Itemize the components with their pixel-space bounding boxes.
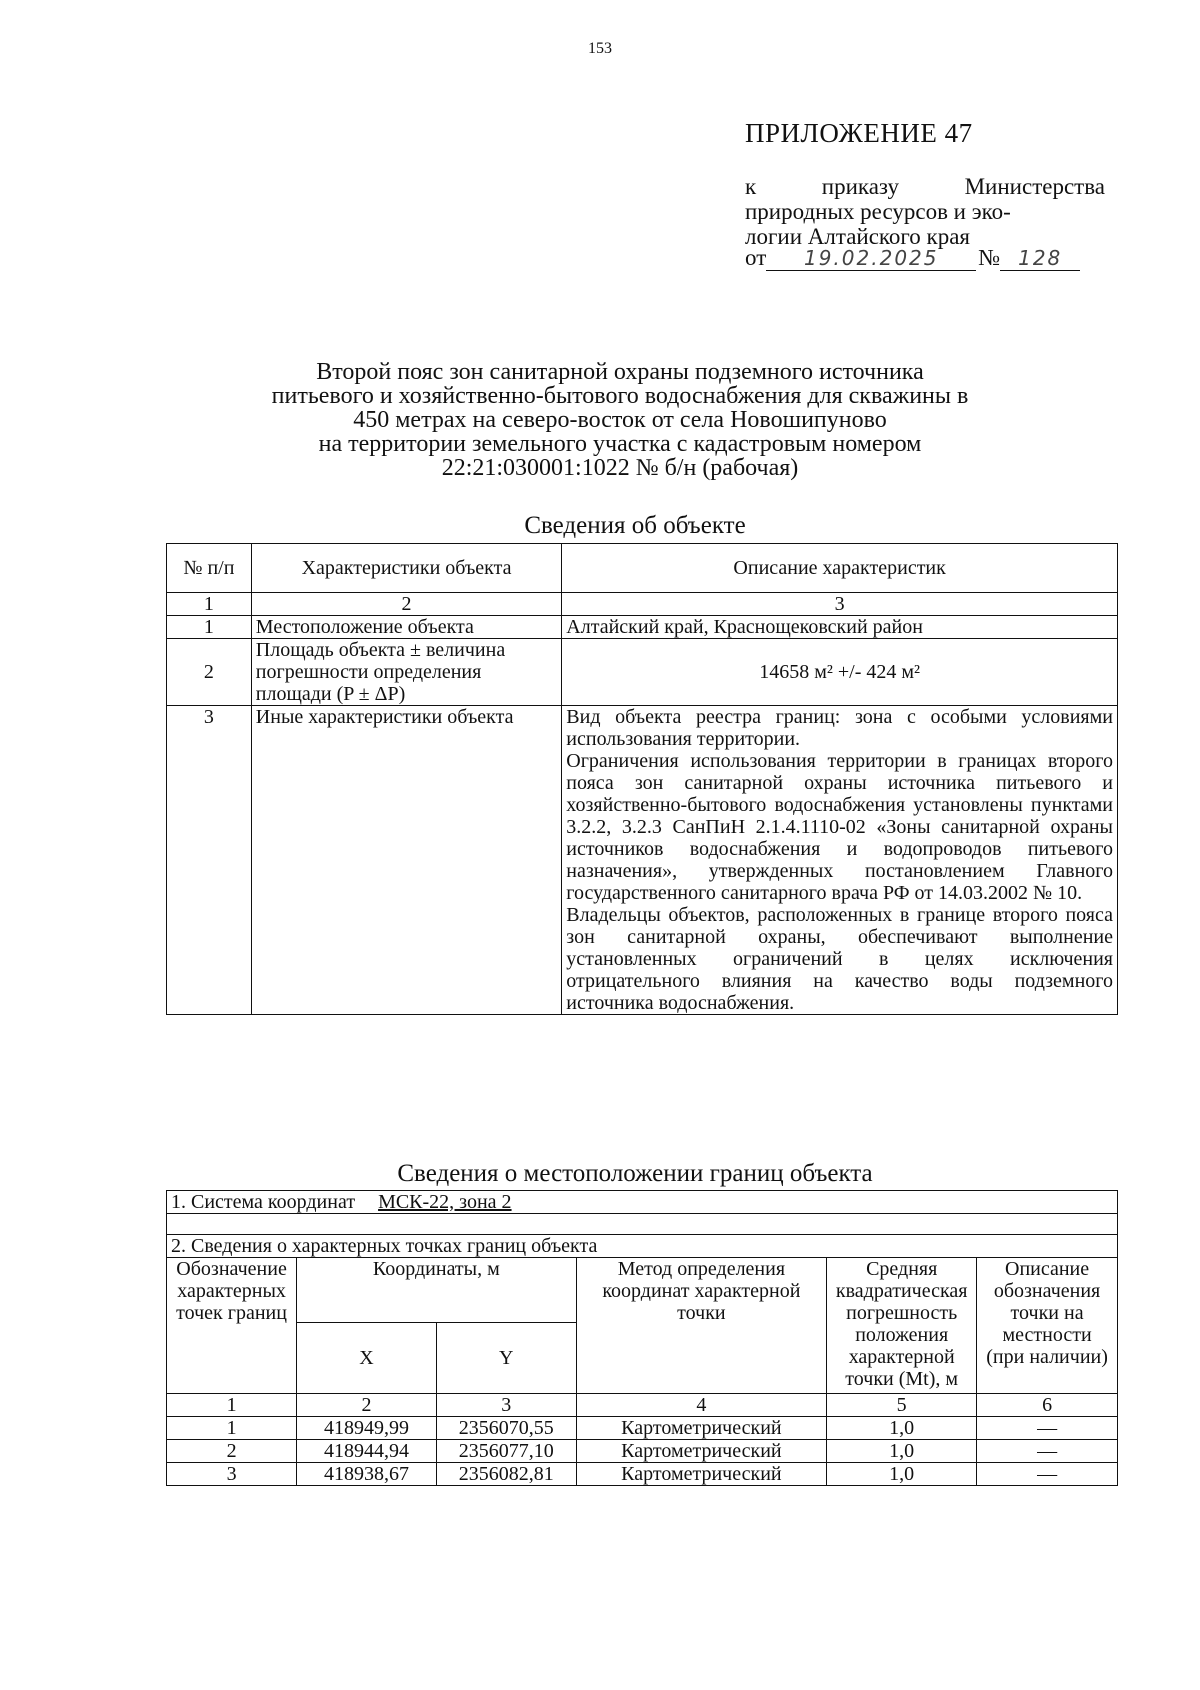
location-section-title: Сведения о местоположении границ объекта	[397, 1160, 873, 1187]
appendix-title: ПРИЛОЖЕНИЕ 47	[745, 118, 973, 148]
handwritten-date: 19.02.2025	[766, 246, 976, 271]
table-row	[167, 1440, 1118, 1463]
coord-system-row	[167, 1191, 1118, 1214]
row-name: Площадь объекта ± величина погрешности определения площади (P ± ΔP)	[251, 639, 561, 706]
document-title	[160, 360, 1080, 480]
row-value	[562, 706, 1118, 1015]
number-prefix: №	[978, 245, 1001, 270]
row-num: 3	[167, 706, 252, 1015]
point-description: —	[977, 1417, 1118, 1440]
header-characteristics: Характеристики объекта	[251, 544, 561, 593]
column-number: 1	[167, 1394, 297, 1417]
title-line: 450 метрах на северо-восток от села Новошипуново	[353, 407, 887, 433]
header-num: № п/п	[167, 544, 252, 593]
row-name: Местоположение объекта	[251, 616, 561, 639]
order-reference	[745, 174, 1105, 249]
handwritten-number: 128	[1000, 246, 1080, 271]
point-y: 2356070,55	[436, 1417, 576, 1440]
object-section-title: Сведения об объекте	[524, 512, 746, 539]
point-mt: 1,0	[827, 1463, 977, 1486]
spacer-row	[167, 1214, 1118, 1235]
description-paragraph: Ограничения использования территории в границах второго пояса зон санитарной охраны источника питьевого и хозяйственно-бытового водоснабжения установлены пунктами 3.2.2, 3.2.3 СанПиН 2.1.4.1110-02 «Зоны санитарной охраны источников водоснабжения и водопроводов питьевого назначения», утвержденных постановлением Главного государственного санитарного врача РФ от 14.03.2002 № 10.	[566, 750, 1113, 904]
column-number-row	[167, 593, 1118, 616]
object-table	[166, 543, 1118, 1015]
table-row	[167, 1463, 1118, 1486]
point-description: —	[977, 1440, 1118, 1463]
row-num: 1	[167, 616, 252, 639]
coord-system-cell	[167, 1191, 1118, 1214]
column-number: 2	[251, 593, 561, 616]
order-line-2: природных ресурсов и эко-	[745, 199, 1011, 224]
title-line: питьевого и хозяйственно-бытового водоснабжения для скважины в	[271, 383, 969, 409]
points-label: 2. Сведения о характерных точках границ объекта	[167, 1235, 1118, 1258]
table-row	[167, 1417, 1118, 1440]
point-description: —	[977, 1463, 1118, 1486]
point-y: 2356082,81	[436, 1463, 576, 1486]
column-number: 2	[297, 1394, 437, 1417]
row-num: 2	[167, 639, 252, 706]
point-y: 2356077,10	[436, 1440, 576, 1463]
row-value: Алтайский край, Краснощековский район	[562, 616, 1118, 639]
coord-system-label: 1. Система координат	[171, 1191, 356, 1213]
header-designation: Обозначение характерных точек границ	[167, 1258, 297, 1394]
table-row	[167, 616, 1118, 639]
points-label-row	[167, 1235, 1118, 1258]
header-error: Средняя квадратическая погрешность положения характерной точки (Mt), м	[827, 1258, 977, 1394]
header-point-description: Описание обозначения точки на местности (при наличии)	[977, 1258, 1118, 1394]
point-x: 418944,94	[297, 1440, 437, 1463]
coord-header-row	[167, 1258, 1118, 1323]
title-line: 22:21:030001:1022 № б/н (рабочая)	[441, 455, 799, 481]
row-value: 14658 м² +/- 424 м²	[562, 639, 1118, 706]
column-number: 6	[977, 1394, 1118, 1417]
row-name: Иные характеристики объекта	[251, 706, 561, 1015]
point-mt: 1,0	[827, 1417, 977, 1440]
column-number: 1	[167, 593, 252, 616]
description-paragraph: Владельцы объектов, расположенных в границе второго пояса зон санитарной охраны, обеспечивают выполнение установленных ограничений в целях исключения отрицательного влияния на качество воды подземного источника водоснабжения.	[566, 904, 1113, 1014]
order-line-1	[745, 174, 1105, 199]
order-date-line	[745, 245, 1080, 271]
header-coordinates: Координаты, м	[297, 1258, 576, 1323]
table-header-row	[167, 544, 1118, 593]
point-id: 2	[167, 1440, 297, 1463]
spacer-cell	[167, 1214, 1118, 1235]
coordinates-table	[166, 1190, 1118, 1486]
column-number: 3	[562, 593, 1118, 616]
order-word-prikazu: приказу	[821, 174, 900, 199]
title-line: на территории земельного участка с кадастровым номером	[318, 431, 922, 457]
column-number: 3	[436, 1394, 576, 1417]
point-id: 1	[167, 1417, 297, 1440]
description-paragraph: Вид объекта реестра границ: зона с особыми условиями использования территории.	[566, 706, 1113, 750]
order-word-k: к	[745, 174, 757, 199]
header-description: Описание характеристик	[562, 544, 1118, 593]
point-method: Картометрический	[576, 1440, 827, 1463]
table-row	[167, 639, 1118, 706]
table-row	[167, 706, 1118, 1015]
header-y: Y	[436, 1323, 576, 1394]
point-method: Картометрический	[576, 1417, 827, 1440]
column-number: 4	[576, 1394, 827, 1417]
point-x: 418949,99	[297, 1417, 437, 1440]
coord-system-value: МСК-22, зона 2	[378, 1191, 512, 1213]
date-prefix: от	[745, 245, 767, 270]
order-word-ministry: Министерства	[964, 174, 1105, 199]
header-x: X	[297, 1323, 437, 1394]
title-line: Второй пояс зон санитарной охраны подземного источника	[316, 359, 924, 385]
column-number-row	[167, 1394, 1118, 1417]
point-x: 418938,67	[297, 1463, 437, 1486]
header-method: Метод определения координат характерной точки	[576, 1258, 827, 1394]
point-method: Картометрический	[576, 1463, 827, 1486]
column-number: 5	[827, 1394, 977, 1417]
order-line-3: логии Алтайского края	[745, 224, 971, 249]
page-number: 153	[588, 40, 612, 57]
point-mt: 1,0	[827, 1440, 977, 1463]
point-id: 3	[167, 1463, 297, 1486]
